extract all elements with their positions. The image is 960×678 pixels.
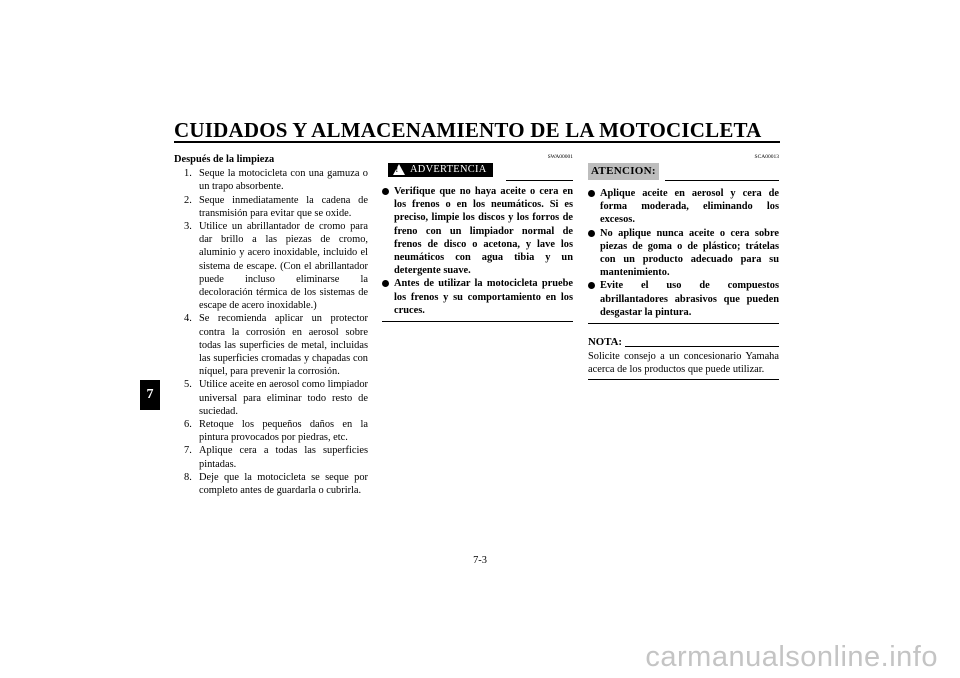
warning-item-text: Antes de utilizar la motocicleta pruebe los frenos y su comportamiento en los cruces. bbox=[394, 278, 573, 316]
bullet-icon bbox=[382, 188, 389, 195]
caution-item bbox=[588, 227, 779, 280]
step-text: Utilice aceite en aerosol como limpiador universal para eliminar todo resto de suciedad. bbox=[199, 379, 368, 417]
step-number: 2. bbox=[184, 194, 192, 206]
warning-item-text: Verifique que no haya aceite o cera en los frenos o en los neumáticos. Si es preciso, limpie los discos y los forros de freno con un limpiador normal de frenos de disco o acetona, y lave los neumáticos con agua tibia y un detergente suave. bbox=[394, 186, 573, 277]
step-item bbox=[174, 167, 368, 193]
watermark: carmanualsonline.info bbox=[645, 641, 938, 673]
step-item bbox=[174, 378, 368, 418]
step-number: 8. bbox=[184, 471, 192, 483]
chapter-tab: 7 bbox=[140, 380, 160, 410]
caution-end-rule bbox=[588, 323, 779, 324]
bullet-icon bbox=[588, 190, 595, 197]
step-text: Se recomienda aplicar un protector contra la corrosión en aerosol sobre todas las superficies de metal, incluidas las superficies cromadas y chapadas con níquel, para prevenir la corrosión. bbox=[199, 313, 368, 378]
note-header bbox=[588, 336, 779, 350]
note-end-rule bbox=[588, 379, 779, 380]
step-item bbox=[174, 471, 368, 497]
warning-code: SWA00001 bbox=[547, 154, 573, 160]
step-item bbox=[174, 444, 368, 470]
warning-label-text: ADVERTENCIA bbox=[410, 164, 487, 175]
caution-item bbox=[588, 279, 779, 319]
warning-end-rule bbox=[382, 321, 573, 322]
after-cleaning-section bbox=[174, 153, 368, 497]
step-text: Retoque los pequeños daños en la pintura provocados por piedras, etc. bbox=[199, 419, 368, 444]
step-text: Aplique cera a todas las superficies pintadas. bbox=[199, 445, 368, 470]
caution-code: SCA00013 bbox=[754, 154, 779, 160]
caution-item bbox=[588, 187, 779, 227]
step-number: 6. bbox=[184, 419, 192, 431]
warning-header bbox=[382, 163, 573, 185]
exclamation-icon: ! bbox=[395, 165, 399, 174]
bullet-icon bbox=[588, 230, 595, 237]
bullet-icon bbox=[588, 282, 595, 289]
step-text: Deje que la motocicleta se seque por completo antes de guardarla o cubrirla. bbox=[199, 471, 368, 497]
step-number: 4. bbox=[184, 313, 192, 325]
warning-item bbox=[382, 277, 573, 317]
caution-item-text: No aplique nunca aceite o cera sobre piezas de goma o de plástico; trátelas con un producto adecuado para su mantenimiento. bbox=[600, 227, 779, 279]
section-heading: Después de la limpieza bbox=[174, 154, 275, 165]
note-header-rule bbox=[625, 346, 779, 347]
step-text: Seque la motocicleta con una gamuza o un trapo absorbente. bbox=[199, 168, 368, 193]
step-number: 1. bbox=[184, 168, 192, 180]
step-number: 3. bbox=[184, 221, 192, 233]
step-item bbox=[174, 418, 368, 444]
page-title: CUIDADOS Y ALMACENAMIENTO DE LA MOTOCICLETA bbox=[174, 118, 762, 142]
warning-item bbox=[382, 185, 573, 277]
warning-header-rule bbox=[506, 180, 573, 181]
bullet-icon bbox=[382, 280, 389, 287]
steps-list bbox=[174, 167, 368, 497]
title-rule bbox=[174, 141, 780, 143]
step-item bbox=[174, 194, 368, 220]
warning-list bbox=[382, 185, 573, 317]
step-text: Utilice un abrillantador de cromo para dar brillo a las piezas de cromo, aluminio y acero inoxidable, incluido el sistema de escape. (Con el abrillantador puede incluso eliminarse la decoloración térmica de los sistemas de escape de acero inoxidable.) bbox=[199, 221, 368, 312]
step-number: 7. bbox=[184, 445, 192, 457]
caution-list bbox=[588, 187, 779, 319]
caution-header bbox=[588, 163, 779, 187]
note-label: NOTA: bbox=[588, 336, 622, 349]
step-number: 5. bbox=[184, 379, 192, 391]
step-item bbox=[174, 220, 368, 312]
page-number: 7-3 bbox=[473, 555, 487, 566]
caution-item-text: Evite el uso de compuestos abrillantadores abrasivos que pueden desgastar la pintura. bbox=[600, 280, 779, 318]
warning-label bbox=[388, 163, 493, 177]
warning-box bbox=[382, 153, 573, 322]
caution-header-rule bbox=[665, 180, 779, 181]
caution-item-text: Aplique aceite en aerosol y cera de forma moderada, eliminando los excesos. bbox=[600, 188, 779, 226]
step-item bbox=[174, 312, 368, 378]
step-text: Seque inmediatamente la cadena de transmisión para evitar que se oxide. bbox=[199, 194, 368, 219]
caution-box bbox=[588, 153, 779, 380]
caution-label: ATENCION: bbox=[588, 163, 659, 180]
note-text: Solicite consejo a un concesionario Yamaha acerca de los productos que puede utilizar. bbox=[588, 351, 779, 376]
